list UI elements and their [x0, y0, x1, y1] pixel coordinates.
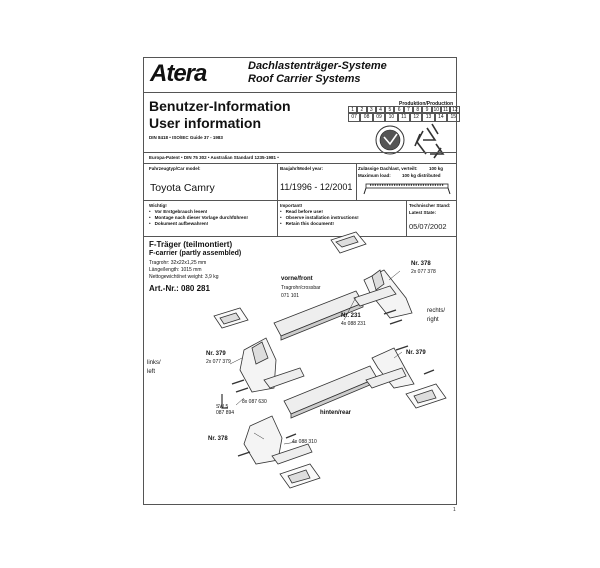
load-value-de: 100 kg	[429, 166, 444, 171]
load-label-en: Maximum load:	[358, 173, 391, 178]
list-item: • Observe installation instructions!	[280, 215, 359, 221]
crossbar-label: Tragrohr/crossbar	[281, 285, 321, 291]
part-label-379-left: Nr. 379	[206, 351, 226, 357]
production-label: Produktion/Production	[399, 101, 454, 107]
list-item: • Read before use!	[280, 209, 359, 215]
bolt	[286, 434, 296, 438]
bolt	[424, 370, 434, 374]
list-item: • Dokument aufbewahren!	[149, 221, 248, 227]
production-cell: 12	[410, 113, 422, 122]
load-label-de: Zulässige Dachlast, verteilt:	[358, 166, 418, 171]
production-cell: 9	[422, 106, 431, 113]
patent-text: Europa-Patent • DIN 75 302 • Australian Standard 1235-1981 •	[149, 155, 279, 160]
atera-logo: Atera	[150, 60, 207, 87]
product-title-de: F-Träger (teilmontiert)	[149, 240, 233, 249]
bolt	[390, 320, 402, 324]
production-cell: 6	[394, 106, 403, 113]
part-label-231: Nr. 231	[341, 313, 361, 319]
production-cell: 8	[413, 106, 422, 113]
production-cell: 08	[360, 113, 372, 122]
tube-spec: Tragrohr: 32x22x1,25 mm	[149, 260, 207, 266]
production-cell: 11	[441, 106, 450, 113]
right-label-de: rechts/	[427, 308, 446, 314]
production-cell: 4	[376, 106, 385, 113]
part-label-378-bottom: Nr. 378	[208, 436, 228, 442]
model-year-label: Baujahr/Model year:	[280, 166, 324, 171]
production-cell: 07	[348, 113, 360, 122]
production-cell: 15	[447, 113, 459, 122]
tech-state-label-de: Technischer Stand:	[409, 203, 451, 208]
part-number-231: 4x 088 231	[341, 321, 366, 327]
info-title-de: Benutzer-Information	[149, 98, 291, 114]
notes-title-de: Wichtig!	[149, 203, 167, 208]
document-page	[143, 57, 457, 505]
weight-spec: Nettogewicht/net weight: 3,9 kg	[149, 274, 219, 280]
car-model-value: Toyota Camry	[150, 182, 215, 194]
list-item: • Retain this document!	[280, 221, 359, 227]
production-cell: 5	[385, 106, 394, 113]
part-number-379: 2x 077 379	[206, 359, 231, 365]
left-label-en: left	[147, 369, 156, 375]
bolt	[236, 388, 248, 392]
product-title-en: F-carrier (partly assembled)	[149, 250, 242, 257]
production-cell: 1	[348, 106, 357, 113]
production-cell: 09	[373, 113, 385, 122]
car-model-label: Fahrzeugtyp/Car model:	[149, 166, 201, 171]
production-cell: 11	[398, 113, 410, 122]
hex-key-label: SW 5	[216, 404, 229, 410]
part-number-378: 2x 077 378	[411, 269, 436, 275]
part-number-630: 8x 087 630	[242, 399, 267, 405]
production-cell: 10	[433, 107, 440, 113]
crossbar-number: 071 101	[281, 293, 300, 299]
model-year-value: 11/1996 - 12/2001	[280, 182, 353, 192]
length-spec: Länge/length: 1015 mm	[149, 267, 202, 273]
part-label-378: Nr. 378	[411, 261, 431, 267]
front-label: vorne/front	[281, 276, 313, 282]
list-item: • Montage nach dieser Vorlage durchführen!	[149, 215, 248, 221]
production-cell: 2	[357, 106, 366, 113]
part-label-379-right: Nr. 379	[406, 350, 426, 356]
notes-title-en: Important!	[280, 203, 303, 208]
tech-state-value: 05/07/2002	[409, 222, 447, 231]
production-cell: 12	[452, 107, 458, 113]
header-title-de: Dachlastenträger-Systeme	[248, 60, 387, 72]
tech-state-label-en: Latest State:	[409, 210, 437, 215]
article-number: Art.-Nr.: 080 281	[149, 284, 210, 293]
production-cell: 7	[404, 106, 413, 113]
bolt	[232, 380, 244, 384]
load-value-en: 100 kg distributed	[402, 173, 441, 178]
production-cell: 13	[422, 113, 434, 122]
standards-text: DIN 8418 • ISO/IEC Guide 37 - 1983	[149, 135, 223, 140]
left-label-de: links/	[147, 360, 161, 366]
header-title-en: Roof Carrier Systems	[248, 73, 361, 85]
list-item: • Vor Erstgebrauch lesen!	[149, 209, 248, 215]
bolt	[238, 452, 250, 456]
page-number: 1	[453, 507, 456, 513]
info-title-en: User information	[149, 115, 262, 131]
production-cell: 3	[367, 106, 376, 113]
production-cell: 10	[385, 113, 397, 122]
hex-key-number: 087 894	[216, 410, 235, 416]
part-number-310: 4x 088 310	[292, 439, 317, 445]
production-cell: 14	[435, 113, 447, 122]
right-label-en: right	[427, 317, 439, 323]
rear-label: hinten/rear	[320, 410, 352, 416]
